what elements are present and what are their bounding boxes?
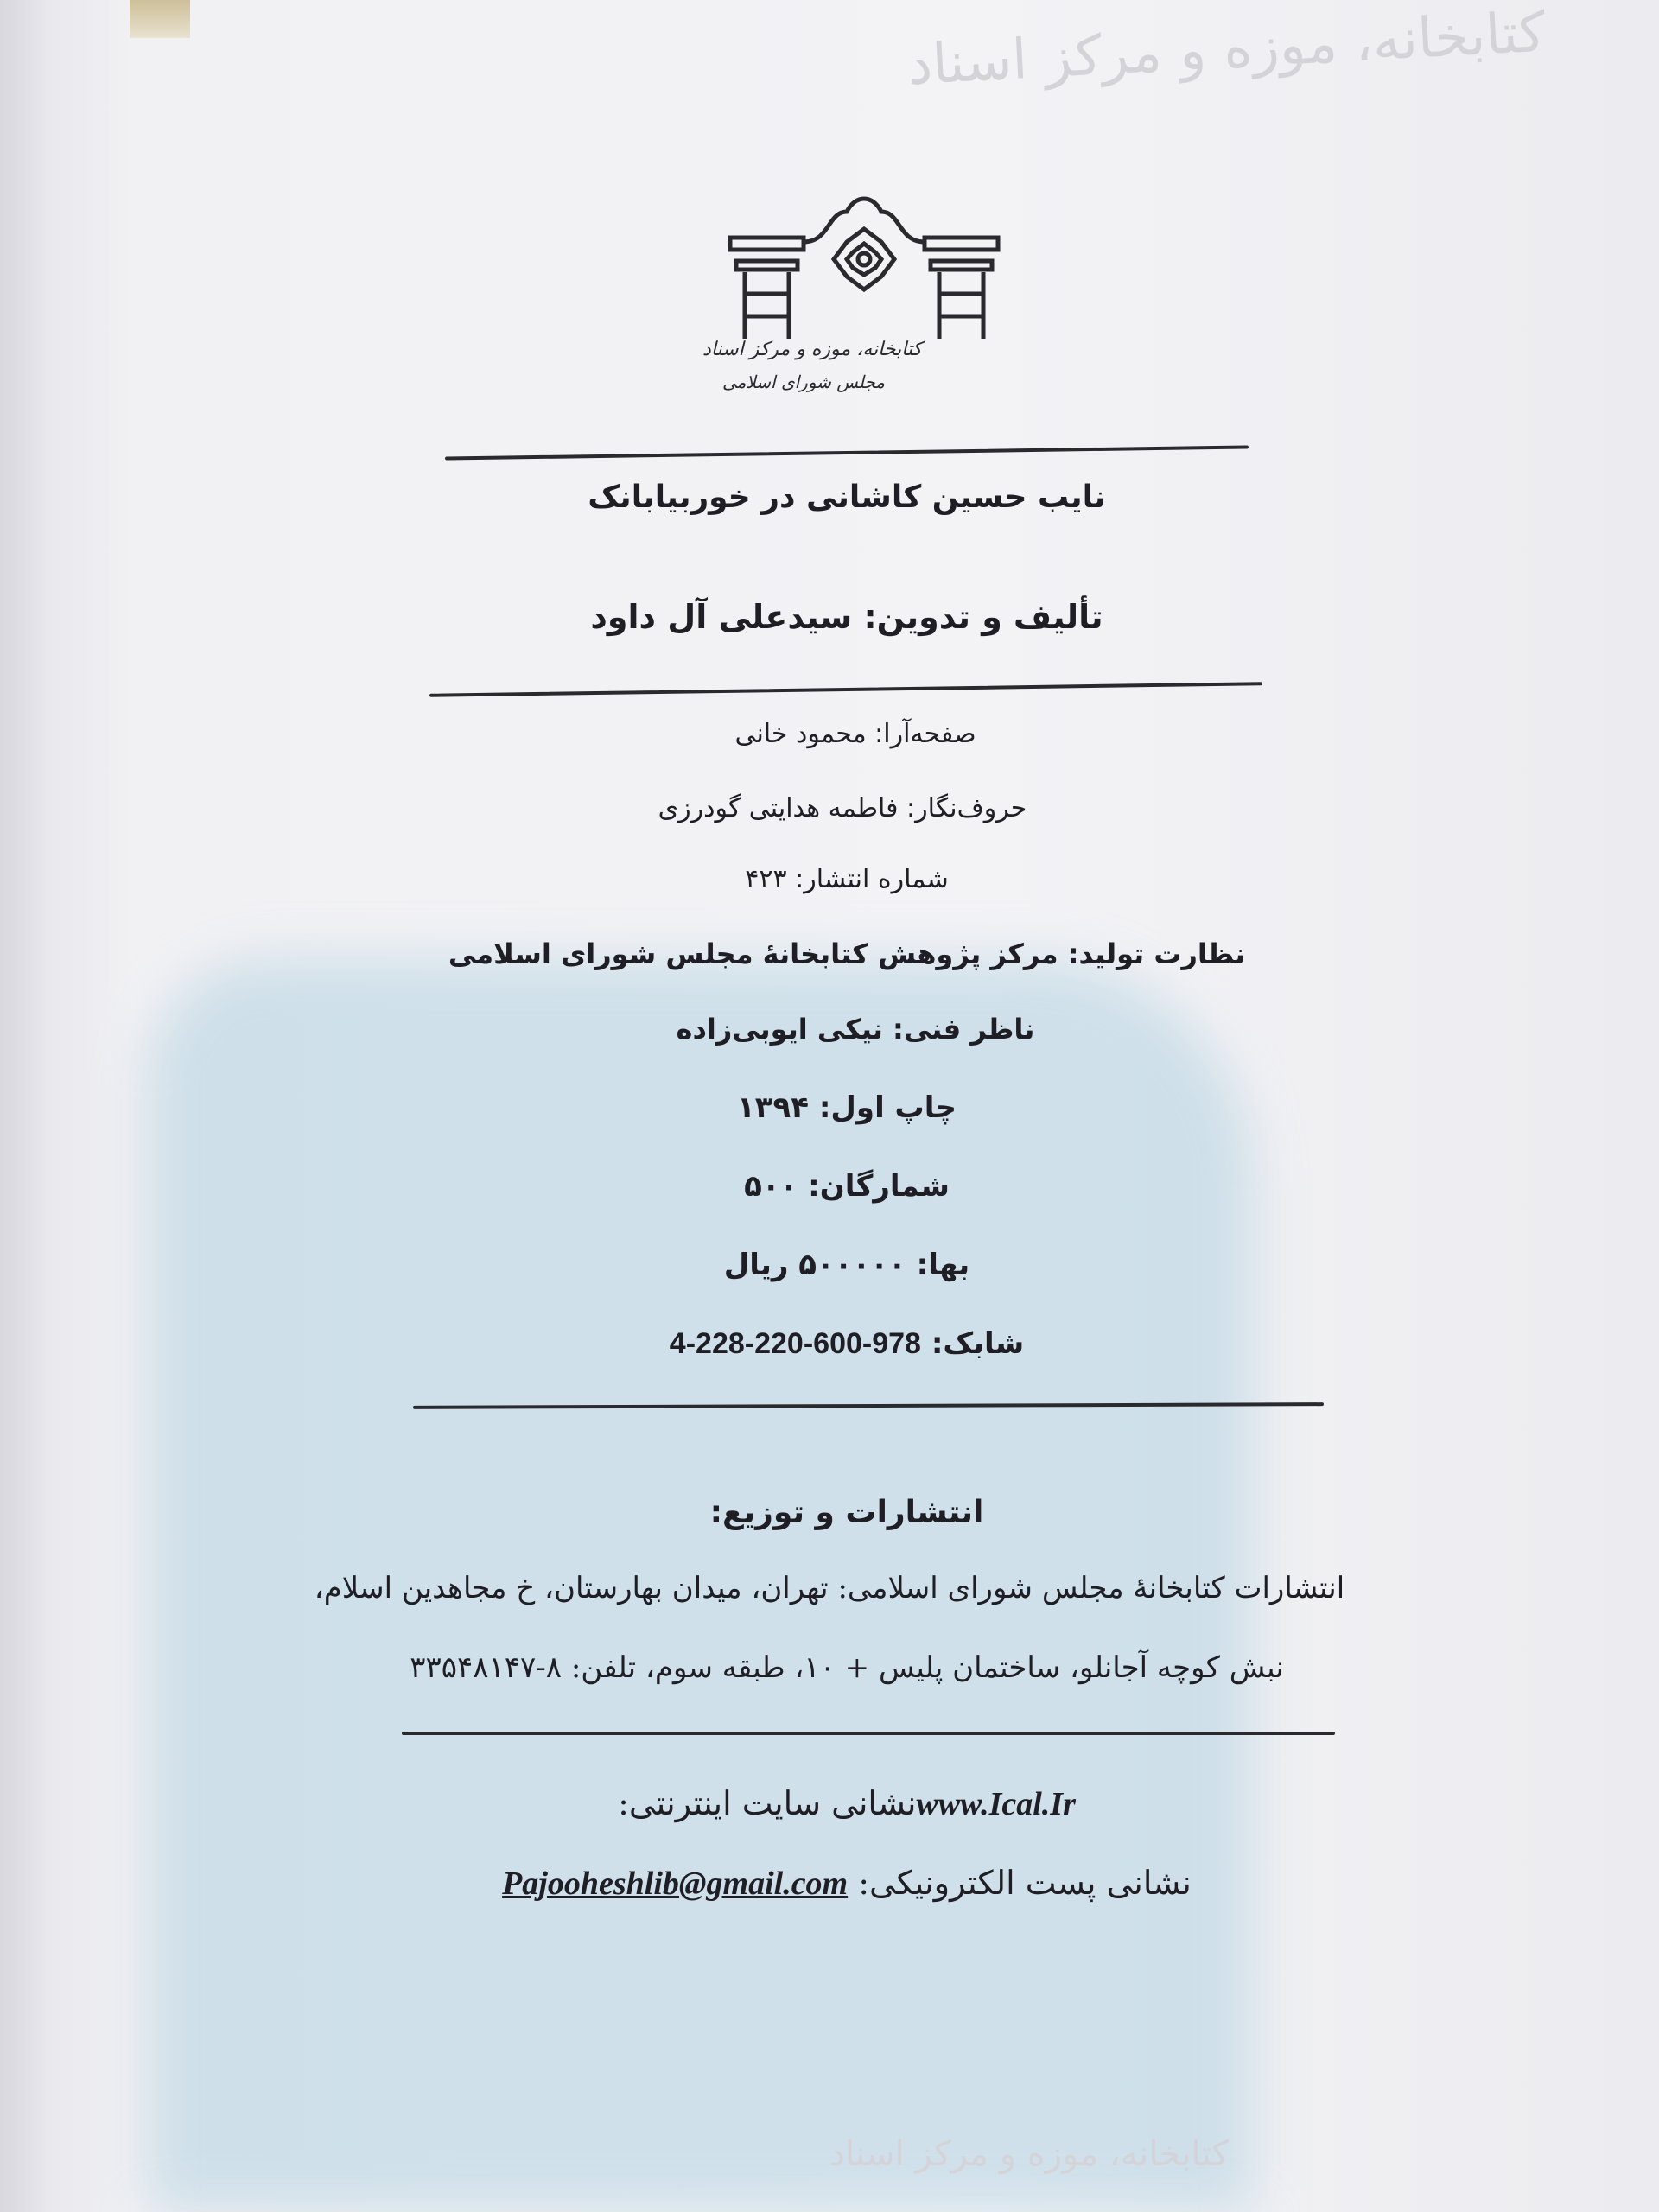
email-label: نشانی پست الکترونیکی: <box>858 1864 1192 1902</box>
page-corner-tab <box>130 0 190 38</box>
print-run: شمارگان: ۵۰۰ <box>744 1169 950 1204</box>
book-title: نایب حسین کاشانی در خوربیابانک <box>588 480 1106 515</box>
distribution-address-line2: نبش کوچه آجانلو، ساختمان پلیس + ۱۰، طبقه سوم، تلفن: ۸-۳۳۵۴۸۱۴۷ <box>410 1650 1284 1685</box>
publication-number: شماره انتشار: ۴۲۳ <box>745 864 949 894</box>
email-line <box>17 1864 1659 1903</box>
technical-supervisor: ناظر فنی: نیکی ایوبی‌زاده <box>676 1013 1035 1046</box>
layout-credit: صفحه‌آرا: محمود خانی <box>734 719 976 749</box>
website-url[interactable]: www.Ical.Ir <box>916 1786 1076 1822</box>
bleed-through-text-top: کتابخانه، موزه و مرکز اسناد <box>906 0 1548 99</box>
website-label: نشانی سایت اینترنتی: <box>618 1784 917 1822</box>
divider-4 <box>402 1732 1335 1735</box>
divider-1 <box>445 446 1249 461</box>
production-supervision: نظارت تولید: مرکز پژوهش کتابخانهٔ مجلس شورای اسلامی <box>448 938 1246 970</box>
divider-2 <box>429 682 1262 696</box>
author-name: سیدعلی آل داود <box>590 598 853 636</box>
email-address[interactable]: Pajooheshlib@gmail.com <box>502 1866 849 1902</box>
first-edition: چاپ اول: ۱۳۹۴ <box>736 1090 957 1125</box>
logo-caption-line2: مجلس شورای اسلامی <box>721 372 886 392</box>
typesetter-credit: حروف‌نگار: فاطمه هدایتی گودرزی <box>658 793 1027 823</box>
website-line <box>17 1784 1659 1823</box>
isbn-label: شابک: <box>931 1326 1025 1361</box>
isbn-value: 978-600-220-228-4 <box>669 1327 921 1360</box>
price: بها: ۵۰۰۰۰۰ ریال <box>723 1248 970 1282</box>
bleed-through-text-bottom: کتابخانه، موزه و مرکز اسناد <box>830 2134 1229 2174</box>
distribution-heading: انتشارات و توزیع: <box>709 1495 984 1530</box>
distribution-address-line1: انتشارات کتابخانهٔ مجلس شورای اسلامی: تهران، میدان بهارستان، خ مجاهدین اسلام، <box>314 1571 1345 1605</box>
author-label: تألیف و تدوین: <box>863 598 1103 636</box>
author-line <box>17 598 1659 636</box>
logo-caption-line1: کتابخانه، موزه و مرکز اسناد <box>702 339 922 360</box>
isbn-line <box>17 1326 1659 1361</box>
